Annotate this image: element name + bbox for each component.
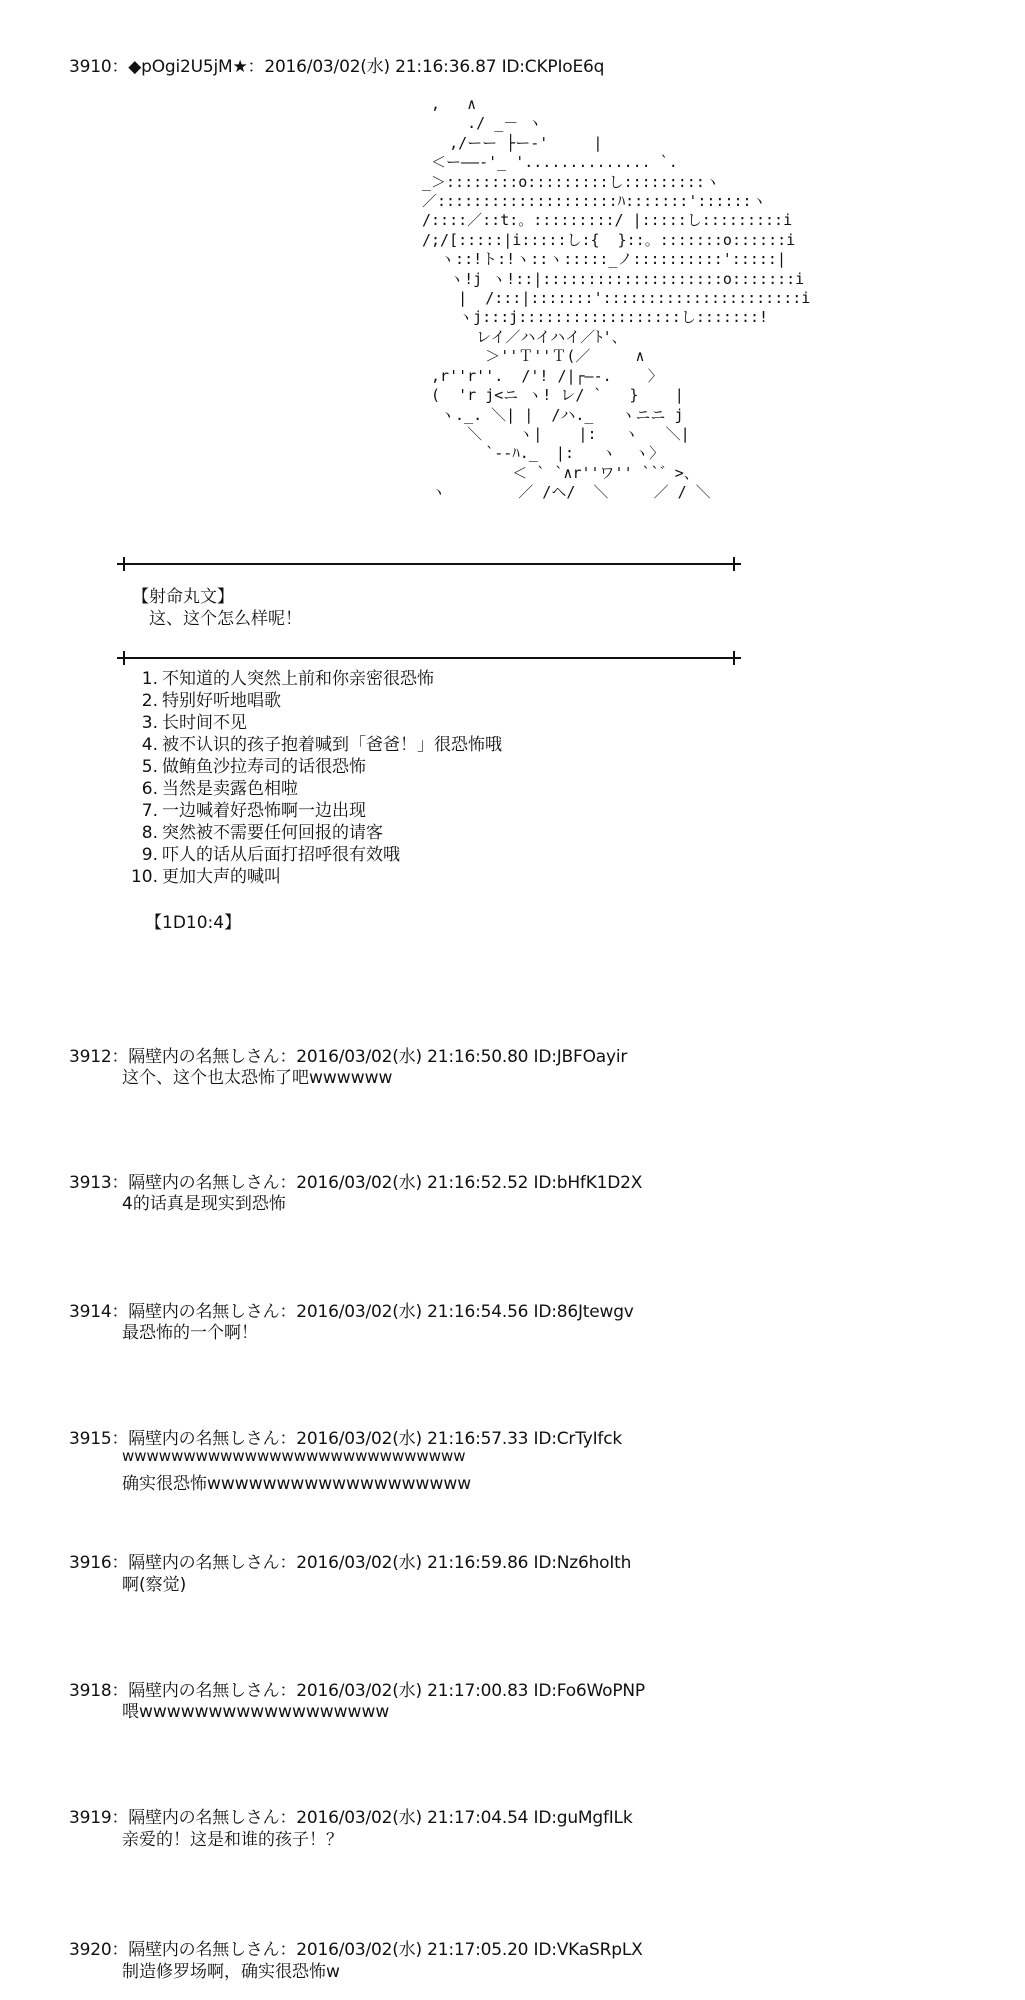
divider-bottom (124, 657, 734, 659)
post-body: 啊(察觉) (122, 1575, 187, 1595)
list-item: 4. 被不认识的孩子抱着喊到「爸爸！」很恐怖哦 (141, 735, 502, 755)
post-header-3910: 3910：◆pOgi2U5jM★：2016/03/02(水) 21:16:36.87 ID:CKPIoE6q (69, 57, 605, 77)
list-item: 1. 不知道的人突然上前和你亲密很恐怖 (141, 669, 434, 689)
post-header-3912: 3912：隔壁内の名無しさん：2016/03/02(水) 21:16:50.80 ID:JBFOayir (69, 1047, 628, 1067)
post-body: 4的话真是现实到恐怖 (122, 1194, 286, 1214)
list-item: 3. 长时间不见 (141, 713, 247, 733)
post-body: 这个、这个也太恐怖了吧wwwwww (122, 1068, 393, 1088)
post-header-3914: 3914：隔壁内の名無しさん：2016/03/02(水) 21:16:54.56 ID:86Jtewgv (69, 1302, 634, 1322)
ascii-art: , ∧ ./ _－ ヽ ,/ーー ├ー-' | ＜ー――-'_ '.............. `. _＞::::::::o:::::::::し:::::::::ヽ ／::::::::::::::::::::ﾊ:::::::'::::::ヽ /::::／::t:。:::::::::/ |:::::し:::::::::i /;/[:::::|i:::::し:{ }::。:::::::o::::::i ヽ::!ト:!ヽ::ヽ:::::_ノ::::::::::':::::| ヽ!j ヽ!::|::::::::::::::::::::o:::::::i | /:::|:::::::'::::::::::::::::::::::i ヽj:::j::::::::::::::::::し:::::::! レイ／ハイハイ／ﾄ'、 ＞''Ｔ''Ｔ(／ ∧ ,r''r''. /'! /|┌―-. 〉 ( 'r j<ニ ヽ! レ/ ` } | ヽ._. ＼| | /ハ._ ヽニニ j ＼ ヽ| |: ヽ ＼| `--ﾊ._ |: ヽ ヽ〉 ＜ ` `∧r''ワ'' ``゛>、 ヽ ／ /ヘ/ ＼ ／ / ＼ (422, 95, 811, 502)
rule-cross-right (727, 557, 741, 571)
list-item: 9. 吓人的话从后面打招呼很有效哦 (141, 845, 400, 865)
list-item: 5. 做鲔鱼沙拉寿司的话很恐怖 (141, 757, 366, 777)
post-header-3919: 3919：隔壁内の名無しさん：2016/03/02(水) 21:17:04.54 ID:guMgfILk (69, 1808, 633, 1828)
post-body: 最恐怖的一个啊！ (122, 1323, 258, 1343)
list-item: 8. 突然被不需要任何回报的请客 (141, 823, 383, 843)
list-item: 10. 更加大声的喊叫 (130, 867, 281, 887)
option-list (124, 668, 502, 888)
list-item: 2. 特别好听地唱歌 (141, 691, 281, 711)
list-item: 6. 当然是卖露色相啦 (141, 779, 298, 799)
post-header-3920: 3920：隔壁内の名無しさん：2016/03/02(水) 21:17:05.20 ID:VKaSRpLX (69, 1940, 643, 1960)
thread-page (12, 0, 1013, 2000)
post-body: 确实很恐怖wwwwwwwwwwwwwwwwwww (122, 1474, 472, 1494)
post-header-3913: 3913：隔壁内の名無しさん：2016/03/02(水) 21:16:52.52 ID:bHfK1D2X (69, 1173, 643, 1193)
post-body: 制造修罗场啊，确实很恐怖w (122, 1962, 340, 1982)
post-header-3918: 3918：隔壁内の名無しさん：2016/03/02(水) 21:17:00.83 ID:Fo6WoPNP (69, 1681, 645, 1701)
dice-roll: 【1D10:4】 (145, 913, 242, 933)
post-body: wwwwwwwwwwwwwwwwwwwwwwwwwwww (122, 1447, 466, 1465)
post-header-3915: 3915：隔壁内の名無しさん：2016/03/02(水) 21:16:57.33 ID:CrTyIfck (69, 1429, 622, 1449)
list-item: 7. 一边喊着好恐怖啊一边出现 (141, 801, 366, 821)
rule-cross-right-2 (727, 651, 741, 665)
speech-line: 这、这个怎么样呢！ (149, 609, 302, 629)
post-body: 喂wwwwwwwwwwwwwwwwww (122, 1702, 390, 1722)
speaker-name: 【射命丸文】 (132, 587, 234, 607)
post-header-3916: 3916：隔壁内の名無しさん：2016/03/02(水) 21:16:59.86 ID:Nz6hoIth (69, 1553, 632, 1573)
post-body: 亲爱的！这是和谁的孩子！？ (122, 1830, 343, 1850)
divider-top (124, 563, 734, 565)
